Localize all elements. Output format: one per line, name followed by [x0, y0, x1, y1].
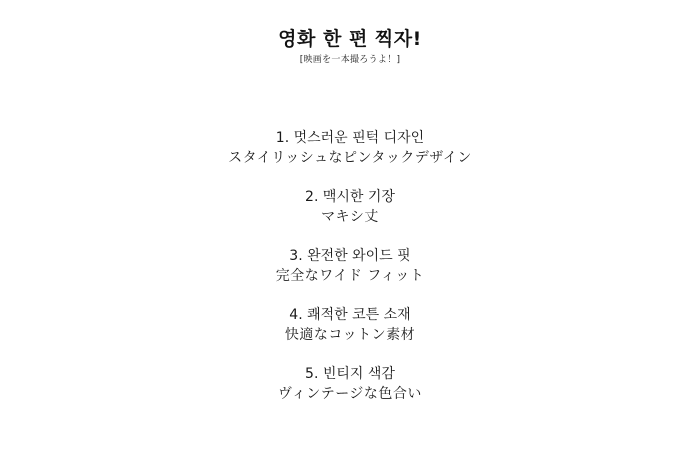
feature-japanese-text: ヴィンテージな色合い — [278, 386, 422, 402]
feature-japanese-text: 快適なコットン素材 — [284, 327, 416, 343]
feature-korean-text: 4. 쾌적한 코튼 소재 — [289, 307, 411, 323]
feature-japanese-text: スタイリッシュなピンタックデザイン — [228, 150, 472, 166]
feature-list — [0, 128, 700, 423]
feature-japanese-text: マキシ丈 — [321, 209, 379, 225]
feature-item-1 — [0, 128, 700, 187]
feature-korean-text: 5. 빈티지 색감 — [305, 366, 395, 382]
feature-item-2 — [0, 187, 700, 246]
page-subtitle: [映画を一本撮ろうよ！] — [299, 55, 401, 65]
feature-item-5 — [0, 364, 700, 423]
feature-korean-text: 2. 맥시한 기장 — [305, 189, 395, 205]
feature-korean-text: 1. 멋스러운 핀턱 디자인 — [275, 130, 425, 146]
feature-item-3 — [0, 246, 700, 305]
feature-korean-text: 3. 완전한 와이드 핏 — [289, 248, 411, 264]
page-title: 영화 한 편 찍자! — [278, 28, 422, 50]
feature-item-4 — [0, 305, 700, 364]
feature-japanese-text: 完全なワイド フィット — [275, 268, 425, 284]
